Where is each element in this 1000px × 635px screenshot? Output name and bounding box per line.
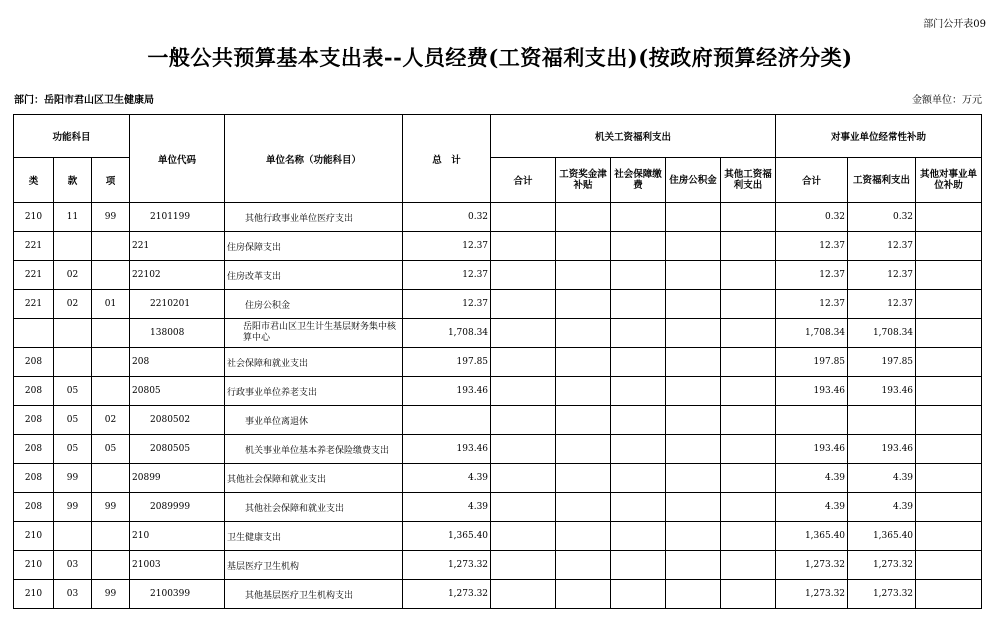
cell-org-housing <box>666 522 721 551</box>
cell-total: 1,708.34 <box>403 319 491 348</box>
cell-kuan: 05 <box>54 406 92 435</box>
cell-org-housing <box>666 319 721 348</box>
cell-xiang <box>92 464 130 493</box>
header-inst-group: 对事业单位经常性补助 <box>776 115 982 158</box>
cell-kuan: 02 <box>54 261 92 290</box>
cell-org-salary <box>556 348 611 377</box>
cell-total: 4.39 <box>403 493 491 522</box>
cell-org-salary <box>556 377 611 406</box>
table-row <box>14 203 982 232</box>
cell-org-housing <box>666 203 721 232</box>
cell-unit-name: 其他社会保障和就业支出 <box>225 493 403 522</box>
cell-lei: 208 <box>14 435 54 464</box>
table-row <box>14 551 982 580</box>
cell-kuan: 03 <box>54 580 92 609</box>
cell-unit-code: 138008 <box>130 319 225 348</box>
cell-inst-sum <box>776 406 848 435</box>
cell-unit-code: 210 <box>130 522 225 551</box>
header-inst-other: 其他对事业单位补助 <box>916 158 982 203</box>
cell-unit-code: 2100399 <box>130 580 225 609</box>
cell-inst-other <box>916 493 982 522</box>
cell-org-salary <box>556 464 611 493</box>
cell-org-social <box>611 522 666 551</box>
cell-unit-name: 住房公积金 <box>225 290 403 319</box>
cell-inst-other <box>916 203 982 232</box>
cell-org-social <box>611 493 666 522</box>
cell-org-other <box>721 435 776 464</box>
cell-inst-other <box>916 522 982 551</box>
cell-unit-name: 事业单位离退休 <box>225 406 403 435</box>
header-func-subject: 功能科目 <box>14 115 130 158</box>
cell-xiang: 99 <box>92 203 130 232</box>
cell-org-salary <box>556 261 611 290</box>
cell-org-sum <box>491 319 556 348</box>
department-label: 部门：岳阳市君山区卫生健康局 <box>14 95 154 106</box>
cell-xiang <box>92 551 130 580</box>
cell-org-housing <box>666 435 721 464</box>
cell-unit-code: 2080505 <box>130 435 225 464</box>
cell-total: 0.32 <box>403 203 491 232</box>
cell-inst-other <box>916 580 982 609</box>
cell-org-social <box>611 319 666 348</box>
cell-unit-name: 其他社会保障和就业支出 <box>225 464 403 493</box>
cell-inst-other <box>916 348 982 377</box>
header-org-housing: 住房公积金 <box>666 158 721 203</box>
header-org-sum: 合计 <box>491 158 556 203</box>
table-row <box>14 348 982 377</box>
cell-org-sum <box>491 522 556 551</box>
cell-total: 197.85 <box>403 348 491 377</box>
cell-inst-welfare: 1,273.32 <box>848 580 916 609</box>
cell-org-sum <box>491 406 556 435</box>
cell-org-other <box>721 493 776 522</box>
cell-org-housing <box>666 551 721 580</box>
cell-kuan: 03 <box>54 551 92 580</box>
cell-inst-welfare: 0.32 <box>848 203 916 232</box>
cell-lei: 210 <box>14 203 54 232</box>
cell-inst-welfare: 197.85 <box>848 348 916 377</box>
cell-unit-name: 社会保障和就业支出 <box>225 348 403 377</box>
cell-org-salary <box>556 493 611 522</box>
cell-org-other <box>721 406 776 435</box>
cell-kuan <box>54 232 92 261</box>
cell-total: 12.37 <box>403 290 491 319</box>
cell-org-housing <box>666 290 721 319</box>
cell-total: 12.37 <box>403 261 491 290</box>
table-body <box>14 203 982 609</box>
cell-unit-code: 221 <box>130 232 225 261</box>
cell-xiang <box>92 348 130 377</box>
cell-inst-welfare: 1,273.32 <box>848 551 916 580</box>
cell-org-social <box>611 551 666 580</box>
cell-unit-name: 住房改革支出 <box>225 261 403 290</box>
cell-org-sum <box>491 377 556 406</box>
cell-kuan: 05 <box>54 435 92 464</box>
cell-inst-sum: 193.46 <box>776 435 848 464</box>
table-row <box>14 232 982 261</box>
cell-unit-name: 机关事业单位基本养老保险缴费支出 <box>225 435 403 464</box>
cell-inst-welfare: 4.39 <box>848 493 916 522</box>
cell-inst-sum: 0.32 <box>776 203 848 232</box>
cell-inst-sum: 197.85 <box>776 348 848 377</box>
table-row <box>14 290 982 319</box>
cell-org-social <box>611 377 666 406</box>
cell-org-housing <box>666 348 721 377</box>
cell-org-social <box>611 261 666 290</box>
cell-lei: 210 <box>14 580 54 609</box>
cell-unit-name: 岳阳市君山区卫生计生基层财务集中核算中心 <box>225 319 403 348</box>
cell-unit-name: 住房保障支出 <box>225 232 403 261</box>
cell-inst-sum: 4.39 <box>776 493 848 522</box>
header-org-other: 其他工资福利支出 <box>721 158 776 203</box>
cell-lei: 210 <box>14 522 54 551</box>
cell-org-other <box>721 580 776 609</box>
cell-org-social <box>611 464 666 493</box>
cell-lei <box>14 319 54 348</box>
cell-inst-welfare: 4.39 <box>848 464 916 493</box>
cell-org-salary <box>556 522 611 551</box>
cell-unit-code: 2210201 <box>130 290 225 319</box>
cell-inst-other <box>916 406 982 435</box>
cell-org-social <box>611 580 666 609</box>
cell-unit-name: 基层医疗卫生机构 <box>225 551 403 580</box>
cell-org-housing <box>666 580 721 609</box>
cell-org-sum <box>491 261 556 290</box>
cell-lei: 221 <box>14 261 54 290</box>
cell-total: 4.39 <box>403 464 491 493</box>
cell-total: 12.37 <box>403 232 491 261</box>
cell-org-salary <box>556 203 611 232</box>
cell-total: 1,273.32 <box>403 580 491 609</box>
table-row <box>14 377 982 406</box>
budget-table <box>13 114 982 609</box>
cell-inst-sum: 4.39 <box>776 464 848 493</box>
cell-inst-other <box>916 377 982 406</box>
cell-org-salary <box>556 580 611 609</box>
header-kuan: 款 <box>54 158 92 203</box>
table-row <box>14 261 982 290</box>
cell-org-housing <box>666 232 721 261</box>
cell-inst-other <box>916 464 982 493</box>
cell-xiang: 99 <box>92 580 130 609</box>
cell-inst-welfare: 193.46 <box>848 435 916 464</box>
cell-org-other <box>721 232 776 261</box>
cell-lei: 208 <box>14 464 54 493</box>
cell-inst-sum: 1,273.32 <box>776 580 848 609</box>
cell-inst-other <box>916 435 982 464</box>
cell-inst-sum: 12.37 <box>776 232 848 261</box>
cell-lei: 208 <box>14 377 54 406</box>
cell-org-housing <box>666 261 721 290</box>
cell-org-salary <box>556 551 611 580</box>
header-xiang: 项 <box>92 158 130 203</box>
cell-inst-other <box>916 232 982 261</box>
cell-org-salary <box>556 435 611 464</box>
cell-org-sum <box>491 203 556 232</box>
cell-inst-welfare: 1,708.34 <box>848 319 916 348</box>
cell-xiang <box>92 319 130 348</box>
cell-inst-sum: 1,273.32 <box>776 551 848 580</box>
cell-org-other <box>721 377 776 406</box>
cell-unit-code: 2089999 <box>130 493 225 522</box>
cell-kuan: 02 <box>54 290 92 319</box>
cell-inst-sum: 12.37 <box>776 261 848 290</box>
cell-kuan <box>54 319 92 348</box>
cell-unit-code: 21003 <box>130 551 225 580</box>
header-inst-welfare: 工资福利支出 <box>848 158 916 203</box>
cell-lei: 221 <box>14 232 54 261</box>
cell-unit-code: 22102 <box>130 261 225 290</box>
cell-xiang: 99 <box>92 493 130 522</box>
cell-unit-name: 行政事业单位养老支出 <box>225 377 403 406</box>
cell-org-housing <box>666 464 721 493</box>
cell-inst-other <box>916 290 982 319</box>
cell-org-social <box>611 232 666 261</box>
cell-inst-other <box>916 551 982 580</box>
header-unit-name: 单位名称（功能科目） <box>225 115 403 203</box>
cell-org-social <box>611 435 666 464</box>
cell-org-salary <box>556 319 611 348</box>
cell-inst-welfare: 1,365.40 <box>848 522 916 551</box>
table-row <box>14 464 982 493</box>
cell-org-other <box>721 319 776 348</box>
cell-org-other <box>721 203 776 232</box>
table-row <box>14 580 982 609</box>
cell-inst-sum: 1,708.34 <box>776 319 848 348</box>
table-row <box>14 319 982 348</box>
cell-unit-code: 20805 <box>130 377 225 406</box>
cell-org-housing <box>666 377 721 406</box>
cell-unit-code: 208 <box>130 348 225 377</box>
cell-org-sum <box>491 580 556 609</box>
cell-org-salary <box>556 406 611 435</box>
cell-org-salary <box>556 290 611 319</box>
cell-kuan: 99 <box>54 464 92 493</box>
cell-kuan <box>54 348 92 377</box>
cell-total <box>403 406 491 435</box>
header-total: 总 计 <box>403 115 491 203</box>
cell-org-sum <box>491 290 556 319</box>
cell-org-other <box>721 522 776 551</box>
cell-xiang: 01 <box>92 290 130 319</box>
cell-xiang <box>92 522 130 551</box>
cell-kuan: 11 <box>54 203 92 232</box>
cell-org-other <box>721 464 776 493</box>
cell-org-other <box>721 348 776 377</box>
table-row <box>14 522 982 551</box>
cell-org-sum <box>491 464 556 493</box>
amount-unit-label: 金额单位：万元 <box>912 95 982 106</box>
cell-org-housing <box>666 406 721 435</box>
cell-inst-welfare <box>848 406 916 435</box>
cell-org-sum <box>491 435 556 464</box>
cell-inst-sum: 1,365.40 <box>776 522 848 551</box>
cell-lei: 208 <box>14 348 54 377</box>
cell-lei: 210 <box>14 551 54 580</box>
table-row <box>14 406 982 435</box>
cell-unit-code: 2080502 <box>130 406 225 435</box>
cell-inst-other <box>916 261 982 290</box>
header-org-group: 机关工资福利支出 <box>491 115 776 158</box>
header-unit-code: 单位代码 <box>130 115 225 203</box>
cell-org-social <box>611 348 666 377</box>
cell-lei: 221 <box>14 290 54 319</box>
cell-org-housing <box>666 493 721 522</box>
cell-unit-name: 其他基层医疗卫生机构支出 <box>225 580 403 609</box>
cell-inst-welfare: 193.46 <box>848 377 916 406</box>
cell-org-social <box>611 203 666 232</box>
cell-xiang <box>92 377 130 406</box>
cell-xiang: 05 <box>92 435 130 464</box>
page-title: 一般公共预算基本支出表--人员经费(工资福利支出)(按政府预算经济分类) <box>147 45 853 70</box>
cell-org-sum <box>491 232 556 261</box>
cell-total: 193.46 <box>403 435 491 464</box>
form-number: 部门公开表09 <box>923 19 986 30</box>
cell-total: 193.46 <box>403 377 491 406</box>
cell-xiang <box>92 232 130 261</box>
cell-org-social <box>611 406 666 435</box>
cell-inst-sum: 12.37 <box>776 290 848 319</box>
cell-org-salary <box>556 232 611 261</box>
header-lei: 类 <box>14 158 54 203</box>
cell-kuan: 05 <box>54 377 92 406</box>
cell-inst-welfare: 12.37 <box>848 232 916 261</box>
table-row <box>14 435 982 464</box>
cell-unit-code: 20899 <box>130 464 225 493</box>
cell-org-other <box>721 261 776 290</box>
cell-inst-welfare: 12.37 <box>848 261 916 290</box>
cell-unit-code: 2101199 <box>130 203 225 232</box>
cell-lei: 208 <box>14 406 54 435</box>
header-org-social: 社会保障缴费 <box>611 158 666 203</box>
header-org-salary: 工资奖金津补贴 <box>556 158 611 203</box>
cell-org-sum <box>491 551 556 580</box>
cell-total: 1,273.32 <box>403 551 491 580</box>
cell-total: 1,365.40 <box>403 522 491 551</box>
cell-org-sum <box>491 348 556 377</box>
cell-inst-sum: 193.46 <box>776 377 848 406</box>
cell-org-sum <box>491 493 556 522</box>
table-row <box>14 493 982 522</box>
cell-unit-name: 其他行政事业单位医疗支出 <box>225 203 403 232</box>
cell-org-other <box>721 551 776 580</box>
cell-lei: 208 <box>14 493 54 522</box>
cell-xiang <box>92 261 130 290</box>
header-inst-sum: 合计 <box>776 158 848 203</box>
cell-org-other <box>721 290 776 319</box>
cell-org-social <box>611 290 666 319</box>
cell-inst-welfare: 12.37 <box>848 290 916 319</box>
cell-kuan: 99 <box>54 493 92 522</box>
cell-unit-name: 卫生健康支出 <box>225 522 403 551</box>
cell-kuan <box>54 522 92 551</box>
cell-inst-other <box>916 319 982 348</box>
cell-xiang: 02 <box>92 406 130 435</box>
